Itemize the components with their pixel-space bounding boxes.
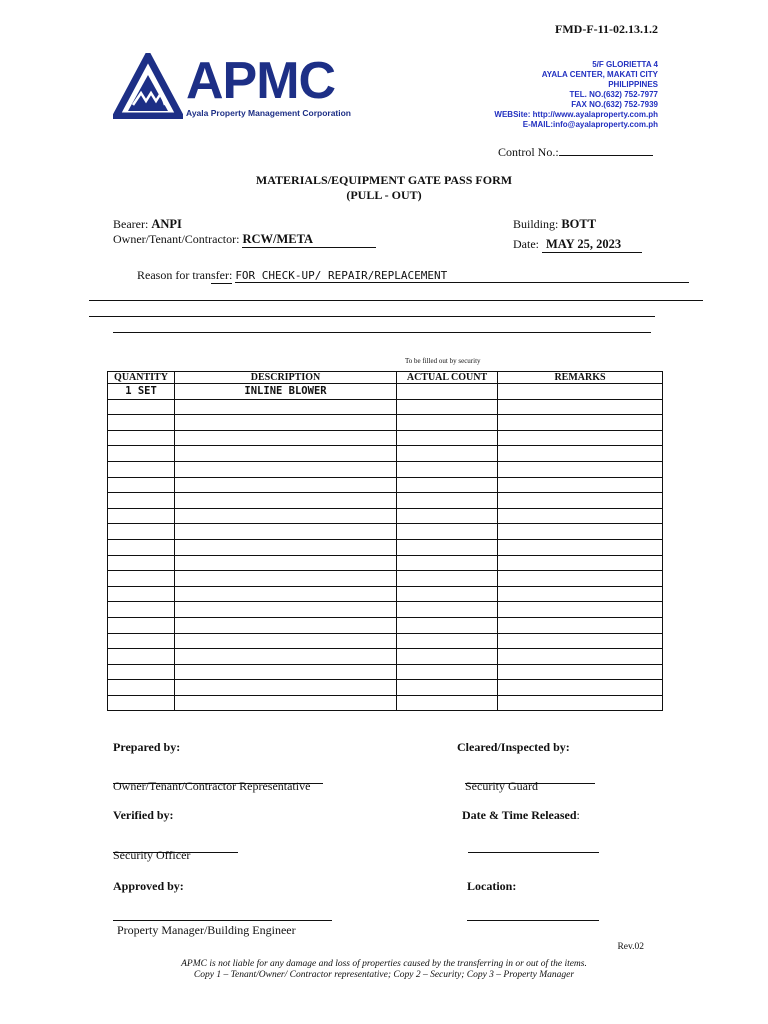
security-note: To be filled out by security: [405, 357, 481, 365]
date-time-released-label: Date & Time Released:: [462, 808, 580, 822]
description-cell[interactable]: [175, 617, 397, 633]
prepared-role: Owner/Tenant/Contractor Representative: [113, 779, 311, 793]
description-cell[interactable]: [175, 430, 397, 446]
table-row: [108, 586, 663, 602]
description-cell[interactable]: [175, 649, 397, 665]
actual-count-cell[interactable]: [397, 399, 498, 415]
logo-wordmark: APMC: [186, 52, 336, 110]
actual-count-cell[interactable]: [397, 524, 498, 540]
remarks-cell[interactable]: [498, 664, 663, 680]
description-cell[interactable]: [175, 446, 397, 462]
actual-count-cell[interactable]: [397, 571, 498, 587]
table-row: [108, 384, 663, 400]
approved-signature-line[interactable]: [113, 920, 332, 921]
company-address: [494, 60, 658, 130]
remarks-cell[interactable]: [498, 586, 663, 602]
reason-line: [89, 300, 703, 301]
building-row: [513, 217, 596, 232]
description-cell[interactable]: [175, 555, 397, 571]
remarks-cell[interactable]: [498, 461, 663, 477]
address-line: 5/F GLORIETTA 4: [592, 60, 658, 69]
bearer-row: [113, 217, 182, 232]
prepared-by-label: Prepared by:: [113, 740, 181, 754]
date-value[interactable]: MAY 25, 2023: [542, 237, 642, 253]
table-row: [108, 602, 663, 618]
remarks-cell[interactable]: [498, 617, 663, 633]
form-title: MATERIALS/EQUIPMENT GATE PASS FORM: [255, 173, 513, 187]
owner-value[interactable]: RCW/META: [242, 232, 376, 248]
quantity-cell[interactable]: [108, 539, 175, 555]
quantity-cell[interactable]: [108, 633, 175, 649]
owner-row: [113, 232, 376, 248]
remarks-cell[interactable]: [498, 602, 663, 618]
table-row: [108, 695, 663, 711]
quantity-cell[interactable]: [108, 461, 175, 477]
actual-count-cell[interactable]: [397, 461, 498, 477]
actual-count-cell[interactable]: [397, 508, 498, 524]
description-cell[interactable]: [175, 695, 397, 711]
actual-count-cell[interactable]: [397, 539, 498, 555]
disclaimer: APMC is not liable for any damage and loss of properties caused by the transferring in or out of the items.: [181, 959, 587, 969]
description-cell[interactable]: [175, 508, 397, 524]
description-cell[interactable]: [175, 415, 397, 431]
address-line: FAX NO.(632) 752-7939: [571, 100, 658, 109]
verified-role: Security Officer: [113, 848, 191, 862]
col-actual-count: ACTUAL COUNT: [397, 372, 498, 384]
location-label: Location:: [467, 879, 517, 893]
quantity-cell[interactable]: [108, 524, 175, 540]
actual-count-cell[interactable]: [397, 680, 498, 696]
actual-count-cell[interactable]: [397, 555, 498, 571]
actual-count-cell[interactable]: [397, 586, 498, 602]
remarks-cell[interactable]: [498, 649, 663, 665]
actual-count-cell[interactable]: [397, 617, 498, 633]
actual-count-cell[interactable]: [397, 695, 498, 711]
cleared-by-label: Cleared/Inspected by:: [457, 740, 570, 754]
quantity-cell[interactable]: [108, 446, 175, 462]
remarks-cell[interactable]: [498, 446, 663, 462]
table-row: [108, 571, 663, 587]
items-table: [107, 371, 663, 711]
quantity-cell[interactable]: [108, 493, 175, 509]
bearer-value[interactable]: ANPI: [151, 217, 182, 231]
location-field[interactable]: [467, 920, 599, 921]
reason-label: Reason for transfer:: [137, 268, 233, 282]
reason-value[interactable]: FOR CHECK-UP/ REPAIR/REPLACEMENT: [235, 269, 689, 283]
quantity-cell[interactable]: [108, 617, 175, 633]
description-cell[interactable]: [175, 493, 397, 509]
table-row: [108, 461, 663, 477]
actual-count-cell[interactable]: [397, 493, 498, 509]
owner-label: Owner/Tenant/Contractor:: [113, 232, 240, 246]
quantity-cell[interactable]: [108, 649, 175, 665]
actual-count-cell[interactable]: [397, 446, 498, 462]
address-line: E-MAIL:info@ayalaproperty.com.ph: [522, 120, 658, 129]
address-line: AYALA CENTER, MAKATI CITY: [541, 70, 658, 79]
address-line: PHILIPPINES: [608, 80, 658, 89]
description-cell[interactable]: [175, 680, 397, 696]
remarks-cell[interactable]: [498, 399, 663, 415]
form-subtitle: (PULL - OUT): [346, 188, 422, 202]
approved-by-label: Approved by:: [113, 879, 184, 893]
description-cell[interactable]: [175, 524, 397, 540]
actual-count-cell[interactable]: [397, 415, 498, 431]
col-description: DESCRIPTION: [175, 372, 397, 384]
quantity-cell[interactable]: [108, 602, 175, 618]
reason-line: [113, 332, 651, 333]
table-row: [108, 633, 663, 649]
description-cell[interactable]: INLINE BLOWER: [175, 384, 397, 400]
col-remarks: REMARKS: [498, 372, 663, 384]
description-cell[interactable]: [175, 539, 397, 555]
quantity-cell[interactable]: [108, 508, 175, 524]
table-row: [108, 399, 663, 415]
actual-count-cell[interactable]: [397, 649, 498, 665]
remarks-cell[interactable]: [498, 493, 663, 509]
building-value[interactable]: BOTT: [561, 217, 597, 231]
description-cell[interactable]: [175, 664, 397, 680]
copy-distribution: Copy 1 – Tenant/Owner/ Contractor representative; Copy 2 – Security; Copy 3 – Property Manager: [193, 970, 575, 980]
description-cell[interactable]: [175, 602, 397, 618]
table-row: [108, 664, 663, 680]
quantity-cell[interactable]: [108, 399, 175, 415]
reason-line: [89, 316, 655, 317]
description-cell[interactable]: [175, 399, 397, 415]
quantity-cell[interactable]: [108, 664, 175, 680]
date-time-released-field[interactable]: [468, 852, 599, 853]
table-row: [108, 539, 663, 555]
remarks-cell[interactable]: [498, 555, 663, 571]
control-no-label: Control No.:: [498, 145, 559, 159]
remarks-cell[interactable]: [498, 524, 663, 540]
logo-subtitle: Ayala Property Management Corporation: [186, 108, 351, 118]
col-quantity: QUANTITY: [108, 372, 175, 384]
remarks-cell[interactable]: [498, 384, 663, 400]
remarks-cell[interactable]: [498, 477, 663, 493]
remarks-cell[interactable]: [498, 430, 663, 446]
quantity-cell[interactable]: [108, 477, 175, 493]
table-header-row: [108, 372, 663, 384]
remarks-cell[interactable]: [498, 415, 663, 431]
table-row: [108, 680, 663, 696]
quantity-cell[interactable]: [108, 555, 175, 571]
table-row: [108, 477, 663, 493]
table-row: [108, 446, 663, 462]
control-no: [498, 144, 653, 160]
remarks-cell[interactable]: [498, 633, 663, 649]
remarks-cell[interactable]: [498, 571, 663, 587]
description-cell[interactable]: [175, 633, 397, 649]
actual-count-cell[interactable]: [397, 633, 498, 649]
address-line: TEL. NO.(632) 752-7977: [569, 90, 658, 99]
date-label: Date:: [513, 237, 539, 251]
verified-by-label: Verified by:: [113, 808, 174, 822]
date-row: [513, 237, 642, 253]
description-cell[interactable]: [175, 586, 397, 602]
table-row: [108, 415, 663, 431]
quantity-cell[interactable]: [108, 571, 175, 587]
form-code: FMD-F-11-02.13.1.2: [555, 22, 658, 36]
table-row: [108, 555, 663, 571]
approved-role: Property Manager/Building Engineer: [117, 923, 296, 937]
building-label: Building:: [513, 217, 559, 231]
description-cell[interactable]: [175, 477, 397, 493]
quantity-cell[interactable]: [108, 680, 175, 696]
apmc-logo-icon: [113, 53, 183, 119]
remarks-cell[interactable]: [498, 539, 663, 555]
quantity-cell[interactable]: [108, 415, 175, 431]
quantity-cell[interactable]: [108, 430, 175, 446]
description-cell[interactable]: [175, 461, 397, 477]
table-row: [108, 508, 663, 524]
remarks-cell[interactable]: [498, 508, 663, 524]
table-row: [108, 649, 663, 665]
revision: Rev.02: [617, 942, 644, 952]
quantity-cell[interactable]: 1 SET: [108, 384, 175, 400]
control-no-field[interactable]: [559, 144, 653, 156]
description-cell[interactable]: [175, 571, 397, 587]
table-row: [108, 493, 663, 509]
remarks-cell[interactable]: [498, 680, 663, 696]
table-row: [108, 430, 663, 446]
actual-count-cell[interactable]: [397, 430, 498, 446]
reason-row: [137, 268, 689, 284]
quantity-cell[interactable]: [108, 586, 175, 602]
quantity-cell[interactable]: [108, 695, 175, 711]
actual-count-cell[interactable]: [397, 664, 498, 680]
actual-count-cell[interactable]: [397, 477, 498, 493]
actual-count-cell[interactable]: [397, 602, 498, 618]
table-row: [108, 524, 663, 540]
actual-count-cell[interactable]: [397, 384, 498, 400]
remarks-cell[interactable]: [498, 695, 663, 711]
cleared-role: Security Guard: [465, 779, 538, 793]
bearer-label: Bearer:: [113, 217, 149, 231]
address-line: WEBSite: http://www.ayalaproperty.com.ph: [494, 110, 658, 119]
table-row: [108, 617, 663, 633]
